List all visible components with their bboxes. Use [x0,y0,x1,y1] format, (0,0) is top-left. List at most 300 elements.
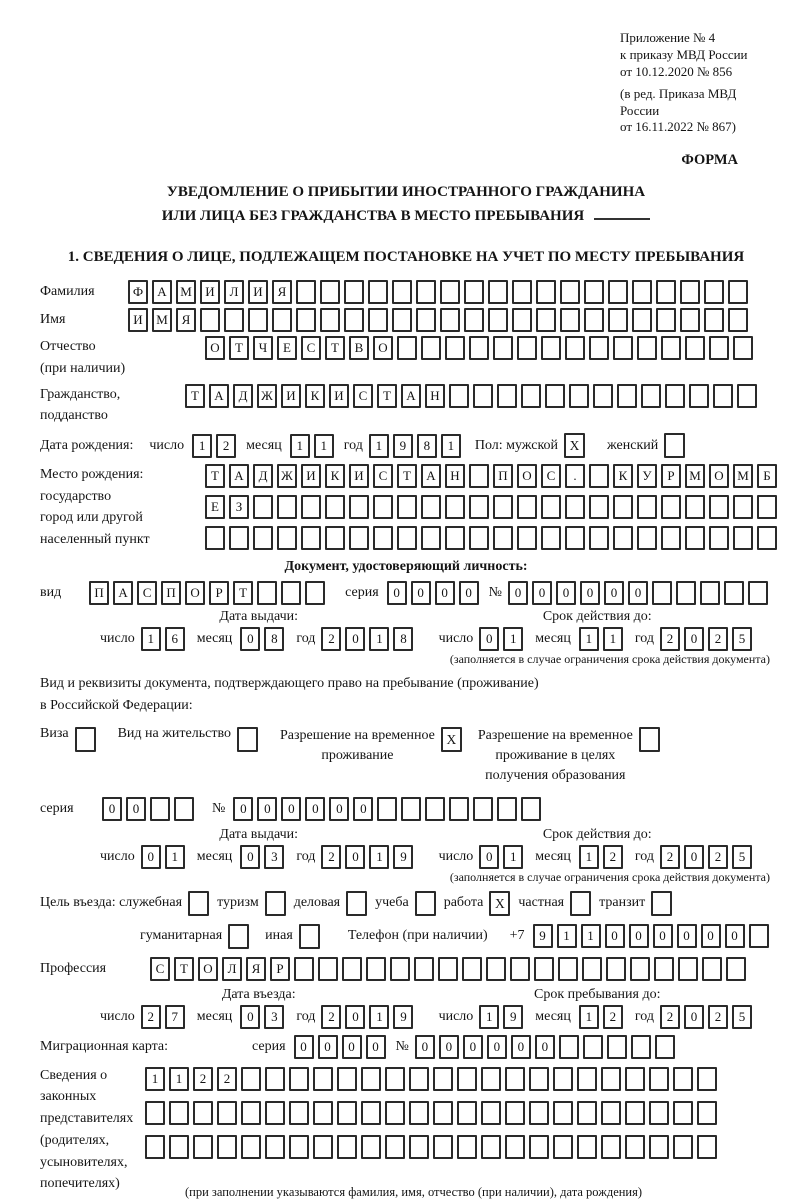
char-cell[interactable] [613,336,633,360]
char-cell[interactable] [464,308,484,332]
char-cell[interactable]: 0 [329,797,349,821]
char-cell[interactable] [589,495,609,519]
char-cell[interactable] [697,1101,717,1125]
char-cell[interactable] [558,957,578,981]
char-cell[interactable] [697,1135,717,1159]
char-cell[interactable]: М [733,464,753,488]
char-cell[interactable] [541,336,561,360]
char-cell[interactable] [652,581,672,605]
char-cell[interactable]: 0 [102,797,122,821]
char-cell[interactable]: 1 [441,434,461,458]
char-cell[interactable]: 0 [532,581,552,605]
char-cell[interactable] [344,280,364,304]
char-cell[interactable]: И [349,464,369,488]
char-cell[interactable]: 0 [387,581,407,605]
char-cell[interactable]: А [209,384,229,408]
char-cell[interactable] [169,1135,189,1159]
char-cell[interactable]: И [301,464,321,488]
char-cell[interactable]: 1 [165,845,185,869]
char-cell[interactable] [377,797,397,821]
char-cell[interactable]: И [128,308,148,332]
char-cell[interactable] [625,1067,645,1091]
char-cell[interactable] [486,957,506,981]
char-cell[interactable] [397,336,417,360]
char-cell[interactable]: 2 [660,1005,680,1029]
char-cell[interactable]: 0 [240,627,260,651]
char-cell[interactable] [713,384,733,408]
char-cell[interactable] [517,336,537,360]
char-cell[interactable] [373,526,393,550]
char-cell[interactable] [529,1101,549,1125]
char-cell[interactable] [632,308,652,332]
char-cell[interactable]: 0 [345,845,365,869]
char-cell[interactable] [589,464,609,488]
char-cell[interactable] [584,280,604,304]
residence-permit-checkbox[interactable] [237,727,258,752]
char-cell[interactable] [469,464,489,488]
char-cell[interactable] [601,1101,621,1125]
char-cell[interactable]: С [353,384,373,408]
char-cell[interactable]: О [198,957,218,981]
char-cell[interactable]: 0 [415,1035,435,1059]
char-cell[interactable] [748,581,768,605]
char-cell[interactable] [313,1067,333,1091]
char-cell[interactable] [205,526,225,550]
char-cell[interactable]: Я [176,308,196,332]
char-cell[interactable] [631,1035,651,1059]
char-cell[interactable] [296,280,316,304]
char-cell[interactable] [733,336,753,360]
char-cell[interactable] [464,280,484,304]
char-cell[interactable]: 0 [305,797,325,821]
char-cell[interactable] [569,384,589,408]
char-cell[interactable]: 1 [192,434,212,458]
char-cell[interactable]: Т [397,464,417,488]
char-cell[interactable] [704,308,724,332]
char-cell[interactable] [469,495,489,519]
char-cell[interactable] [625,1135,645,1159]
char-cell[interactable]: 0 [257,797,277,821]
char-cell[interactable]: 0 [535,1035,555,1059]
char-cell[interactable] [193,1135,213,1159]
char-cell[interactable] [613,526,633,550]
char-cell[interactable]: 0 [294,1035,314,1059]
char-cell[interactable] [320,280,340,304]
char-cell[interactable] [301,526,321,550]
char-cell[interactable] [733,526,753,550]
purpose-tourism-checkbox[interactable] [265,891,286,916]
char-cell[interactable] [416,308,436,332]
char-cell[interactable] [654,957,674,981]
char-cell[interactable]: 7 [165,1005,185,1029]
char-cell[interactable] [409,1135,429,1159]
char-cell[interactable] [583,1035,603,1059]
char-cell[interactable]: 0 [684,845,704,869]
char-cell[interactable]: 6 [165,627,185,651]
char-cell[interactable] [449,797,469,821]
char-cell[interactable] [637,495,657,519]
char-cell[interactable] [728,308,748,332]
char-cell[interactable]: 1 [579,627,599,651]
char-cell[interactable]: 0 [725,924,745,948]
char-cell[interactable]: 2 [708,627,728,651]
char-cell[interactable] [313,1135,333,1159]
char-cell[interactable]: П [89,581,109,605]
char-cell[interactable]: 2 [708,845,728,869]
char-cell[interactable] [678,957,698,981]
char-cell[interactable]: 0 [580,581,600,605]
char-cell[interactable] [449,384,469,408]
char-cell[interactable] [606,957,626,981]
char-cell[interactable] [289,1101,309,1125]
char-cell[interactable] [601,1067,621,1091]
char-cell[interactable] [281,581,301,605]
char-cell[interactable] [676,581,696,605]
char-cell[interactable]: С [301,336,321,360]
char-cell[interactable]: П [161,581,181,605]
char-cell[interactable] [241,1135,261,1159]
char-cell[interactable]: 0 [653,924,673,948]
char-cell[interactable] [697,1067,717,1091]
char-cell[interactable] [517,526,537,550]
char-cell[interactable] [728,280,748,304]
char-cell[interactable] [241,1067,261,1091]
char-cell[interactable]: Р [209,581,229,605]
char-cell[interactable] [680,308,700,332]
char-cell[interactable] [521,384,541,408]
char-cell[interactable] [344,308,364,332]
char-cell[interactable] [529,1067,549,1091]
char-cell[interactable] [589,336,609,360]
char-cell[interactable] [277,526,297,550]
char-cell[interactable] [565,495,585,519]
char-cell[interactable]: Н [445,464,465,488]
char-cell[interactable] [469,336,489,360]
char-cell[interactable] [584,308,604,332]
char-cell[interactable] [582,957,602,981]
char-cell[interactable] [536,280,556,304]
char-cell[interactable] [385,1067,405,1091]
char-cell[interactable]: 0 [141,845,161,869]
char-cell[interactable]: 1 [369,1005,389,1029]
char-cell[interactable]: 0 [342,1035,362,1059]
char-cell[interactable]: Я [272,280,292,304]
char-cell[interactable] [493,526,513,550]
char-cell[interactable]: Я [246,957,266,981]
char-cell[interactable] [150,797,170,821]
char-cell[interactable] [368,280,388,304]
char-cell[interactable] [565,336,585,360]
char-cell[interactable]: Т [233,581,253,605]
char-cell[interactable] [265,1101,285,1125]
char-cell[interactable] [685,336,705,360]
char-cell[interactable]: 2 [216,434,236,458]
char-cell[interactable]: 0 [479,845,499,869]
char-cell[interactable]: 1 [141,627,161,651]
char-cell[interactable] [726,957,746,981]
char-cell[interactable]: А [401,384,421,408]
char-cell[interactable]: 2 [321,1005,341,1029]
char-cell[interactable]: 1 [503,845,523,869]
char-cell[interactable]: 0 [318,1035,338,1059]
char-cell[interactable]: 0 [463,1035,483,1059]
char-cell[interactable] [414,957,434,981]
char-cell[interactable]: 1 [369,627,389,651]
char-cell[interactable]: 3 [264,1005,284,1029]
char-cell[interactable]: 0 [684,1005,704,1029]
char-cell[interactable] [630,957,650,981]
char-cell[interactable] [224,308,244,332]
char-cell[interactable] [277,495,297,519]
char-cell[interactable] [320,308,340,332]
char-cell[interactable]: 2 [321,845,341,869]
char-cell[interactable]: 5 [732,627,752,651]
char-cell[interactable] [445,495,465,519]
char-cell[interactable]: 0 [411,581,431,605]
char-cell[interactable] [265,1067,285,1091]
char-cell[interactable] [349,495,369,519]
char-cell[interactable] [325,495,345,519]
char-cell[interactable] [193,1101,213,1125]
char-cell[interactable] [685,495,705,519]
char-cell[interactable] [325,526,345,550]
char-cell[interactable] [296,308,316,332]
char-cell[interactable]: М [685,464,705,488]
char-cell[interactable] [366,957,386,981]
char-cell[interactable] [433,1135,453,1159]
char-cell[interactable]: 9 [533,924,553,948]
char-cell[interactable]: 2 [193,1067,213,1091]
char-cell[interactable] [289,1135,309,1159]
char-cell[interactable] [440,308,460,332]
char-cell[interactable] [462,957,482,981]
char-cell[interactable]: Б [757,464,777,488]
char-cell[interactable] [737,384,757,408]
char-cell[interactable] [661,495,681,519]
char-cell[interactable]: 1 [557,924,577,948]
char-cell[interactable] [673,1135,693,1159]
char-cell[interactable] [337,1135,357,1159]
char-cell[interactable] [390,957,410,981]
char-cell[interactable] [510,957,530,981]
char-cell[interactable]: Ж [277,464,297,488]
char-cell[interactable] [361,1101,381,1125]
char-cell[interactable] [757,495,777,519]
char-cell[interactable] [457,1135,477,1159]
char-cell[interactable]: Р [661,464,681,488]
char-cell[interactable] [497,384,517,408]
char-cell[interactable]: Л [222,957,242,981]
char-cell[interactable]: 0 [240,845,260,869]
char-cell[interactable]: 0 [479,627,499,651]
purpose-private-checkbox[interactable] [570,891,591,916]
char-cell[interactable] [416,280,436,304]
char-cell[interactable] [481,1067,501,1091]
char-cell[interactable] [541,526,561,550]
char-cell[interactable]: О [185,581,205,605]
char-cell[interactable]: 0 [628,581,648,605]
char-cell[interactable] [505,1067,525,1091]
purpose-other-checkbox[interactable] [299,924,320,949]
char-cell[interactable]: Д [233,384,253,408]
char-cell[interactable] [656,308,676,332]
char-cell[interactable] [253,526,273,550]
char-cell[interactable]: О [373,336,393,360]
visa-checkbox[interactable] [75,727,96,752]
char-cell[interactable]: С [150,957,170,981]
char-cell[interactable]: Е [277,336,297,360]
char-cell[interactable] [318,957,338,981]
char-cell[interactable]: А [152,280,172,304]
char-cell[interactable] [617,384,637,408]
char-cell[interactable] [560,308,580,332]
char-cell[interactable] [438,957,458,981]
char-cell[interactable] [553,1135,573,1159]
char-cell[interactable]: 0 [701,924,721,948]
char-cell[interactable] [541,495,561,519]
char-cell[interactable]: Т [325,336,345,360]
char-cell[interactable] [577,1067,597,1091]
char-cell[interactable] [397,495,417,519]
char-cell[interactable] [649,1067,669,1091]
char-cell[interactable]: 0 [487,1035,507,1059]
char-cell[interactable] [481,1135,501,1159]
char-cell[interactable] [392,308,412,332]
char-cell[interactable] [421,495,441,519]
char-cell[interactable]: 0 [684,627,704,651]
char-cell[interactable] [229,526,249,550]
char-cell[interactable]: 0 [439,1035,459,1059]
char-cell[interactable] [421,336,441,360]
char-cell[interactable] [661,526,681,550]
char-cell[interactable] [473,384,493,408]
char-cell[interactable]: С [373,464,393,488]
char-cell[interactable]: С [137,581,157,605]
char-cell[interactable] [488,308,508,332]
char-cell[interactable] [481,1101,501,1125]
char-cell[interactable]: 0 [366,1035,386,1059]
char-cell[interactable] [433,1101,453,1125]
char-cell[interactable] [289,1067,309,1091]
char-cell[interactable]: 1 [581,924,601,948]
purpose-official-checkbox[interactable] [188,891,209,916]
char-cell[interactable] [613,495,633,519]
char-cell[interactable]: Ч [253,336,273,360]
char-cell[interactable] [536,308,556,332]
char-cell[interactable] [469,526,489,550]
char-cell[interactable] [673,1067,693,1091]
char-cell[interactable] [200,308,220,332]
char-cell[interactable]: Е [205,495,225,519]
char-cell[interactable] [700,581,720,605]
char-cell[interactable]: 2 [141,1005,161,1029]
char-cell[interactable] [709,336,729,360]
char-cell[interactable] [272,308,292,332]
char-cell[interactable] [637,526,657,550]
purpose-humanitarian-checkbox[interactable] [228,924,249,949]
char-cell[interactable] [689,384,709,408]
char-cell[interactable]: Н [425,384,445,408]
char-cell[interactable] [517,495,537,519]
char-cell[interactable] [608,280,628,304]
char-cell[interactable] [337,1067,357,1091]
char-cell[interactable]: 0 [677,924,697,948]
char-cell[interactable]: С [541,464,561,488]
char-cell[interactable] [497,797,517,821]
char-cell[interactable]: 2 [321,627,341,651]
char-cell[interactable]: 9 [503,1005,523,1029]
char-cell[interactable] [608,308,628,332]
purpose-study-checkbox[interactable] [415,891,436,916]
char-cell[interactable] [702,957,722,981]
char-cell[interactable]: Д [253,464,273,488]
char-cell[interactable]: 9 [393,1005,413,1029]
char-cell[interactable] [397,526,417,550]
char-cell[interactable] [488,280,508,304]
char-cell[interactable]: 0 [435,581,455,605]
char-cell[interactable] [337,1101,357,1125]
char-cell[interactable] [433,1067,453,1091]
char-cell[interactable] [704,280,724,304]
char-cell[interactable]: М [152,308,172,332]
char-cell[interactable] [601,1135,621,1159]
char-cell[interactable]: 0 [345,627,365,651]
char-cell[interactable]: 8 [417,434,437,458]
char-cell[interactable] [656,280,676,304]
char-cell[interactable]: А [229,464,249,488]
char-cell[interactable]: Т [229,336,249,360]
char-cell[interactable]: 2 [708,1005,728,1029]
char-cell[interactable] [493,336,513,360]
char-cell[interactable] [749,924,769,948]
char-cell[interactable]: П [493,464,513,488]
char-cell[interactable]: В [349,336,369,360]
char-cell[interactable]: 1 [290,434,310,458]
char-cell[interactable] [349,526,369,550]
char-cell[interactable] [559,1035,579,1059]
char-cell[interactable] [145,1135,165,1159]
char-cell[interactable]: 1 [169,1067,189,1091]
char-cell[interactable] [593,384,613,408]
char-cell[interactable] [313,1101,333,1125]
char-cell[interactable] [248,308,268,332]
char-cell[interactable]: У [637,464,657,488]
char-cell[interactable]: О [709,464,729,488]
char-cell[interactable]: Т [174,957,194,981]
char-cell[interactable]: З [229,495,249,519]
char-cell[interactable]: И [200,280,220,304]
char-cell[interactable]: 1 [579,845,599,869]
char-cell[interactable]: О [517,464,537,488]
char-cell[interactable] [217,1135,237,1159]
char-cell[interactable] [529,1135,549,1159]
char-cell[interactable]: Т [185,384,205,408]
char-cell[interactable]: М [176,280,196,304]
char-cell[interactable] [560,280,580,304]
char-cell[interactable]: А [113,581,133,605]
char-cell[interactable]: 1 [314,434,334,458]
char-cell[interactable] [589,526,609,550]
char-cell[interactable] [385,1135,405,1159]
char-cell[interactable] [457,1101,477,1125]
char-cell[interactable]: 5 [732,1005,752,1029]
char-cell[interactable]: Т [377,384,397,408]
char-cell[interactable] [625,1101,645,1125]
char-cell[interactable] [385,1101,405,1125]
char-cell[interactable]: 0 [604,581,624,605]
char-cell[interactable] [493,495,513,519]
char-cell[interactable] [709,526,729,550]
